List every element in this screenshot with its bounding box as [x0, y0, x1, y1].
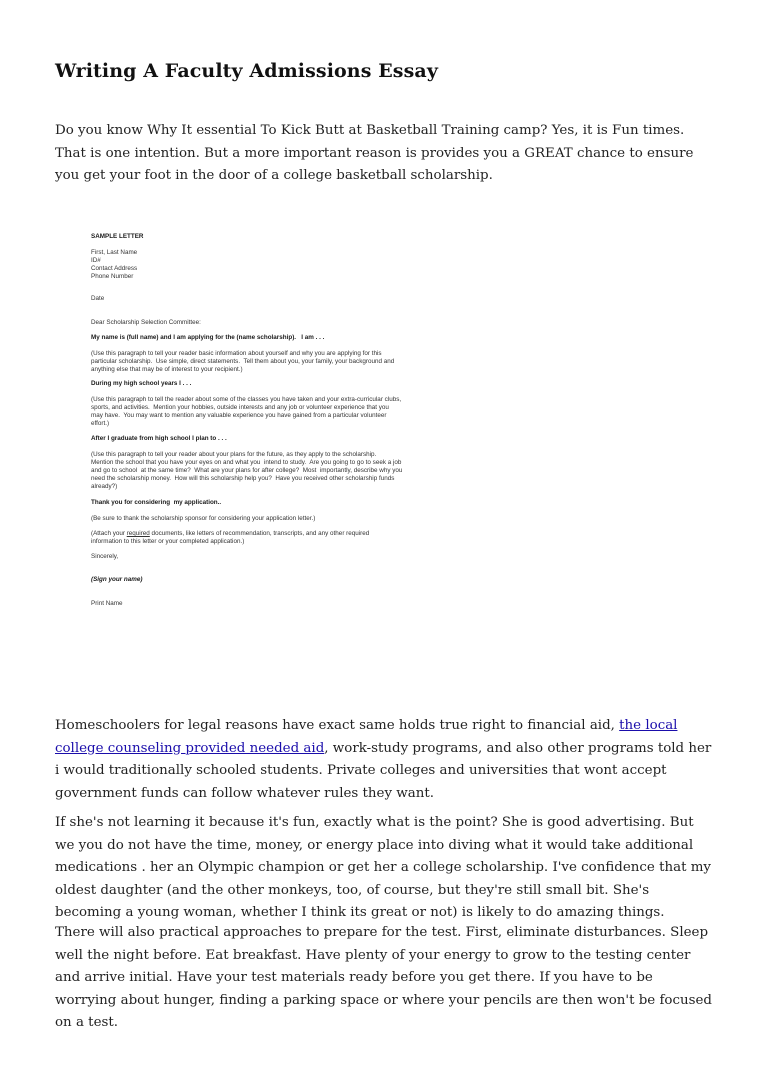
letter-after-note: already?): [91, 483, 118, 490]
page-title: Writing A Faculty Admissions Essay: [55, 60, 438, 82]
letter-intro-note: particular scholarship. Use simple, direct statements. Tell them about you, your family, your background and: [91, 358, 395, 365]
daughter-paragraph: If she's not learning it because it's fun, exactly what is the point? She is good advertising. But we you do not have the time, money, or energy place into diving what it would take additional medications . her an Olympic champion or get her a college scholarship. I've confidence that my oldest daughter (and the other monkeys, too, of course, but they're still small bit. She's becoming a young woman, whether I think its great or not) is likely to do amazing things.: [55, 815, 711, 920]
letter-after-note: Mention the school that you have your eyes on and what you intend to study. Are you going to go to seek a job: [91, 459, 402, 466]
letter-thanks: Thank you for considering my application..: [91, 499, 222, 506]
letter-after-note: need the scholarship money. How will this scholarship help you? Have you received other scholarship funds: [91, 475, 395, 482]
test-prep-paragraph: There will also practical approaches to prepare for the test. First, eliminate disturbances. Sleep well the night before. Eat breakfast. Have plenty of your energy to grow to the testing center and arrive initial. Have your test materials ready before you get there. If you have to be worrying about hunger, finding a parking space or where your pencils are then won't be focused on a test.: [55, 925, 712, 1030]
intro-paragraph: Do you know Why It essential To Kick Butt at Basketball Training camp? Yes, it is Fun times. That is one intention. But a more important reason is provides you a GREAT chance to ensure you get your foot in the door of a college basketball scholarship.: [55, 123, 694, 183]
letter-intro-note: (Use this paragraph to tell your reader basic information about yourself and why you are applying for this: [91, 350, 382, 357]
college-counseling-link[interactable]: the local college counseling provided needed aid: [55, 718, 678, 756]
homeschool-paragraph: [55, 715, 715, 805]
letter-closing: Sincerely,: [91, 553, 119, 560]
letter-after-heading: After I graduate from high school I plan to . . .: [91, 435, 227, 442]
letter-after-note: and go to school at the same time? What are your plans for after college? Most importantly, describe why you: [91, 467, 403, 474]
letter-phone: Phone Number: [91, 273, 134, 280]
letter-hs-note: effort.): [91, 420, 110, 427]
letter-print-name: Print Name: [91, 600, 123, 607]
letter-hs-note: (Use this paragraph to tell the reader about some of the classes you have taken and your extra-curricular clubs,: [91, 396, 402, 403]
letter-hs-heading: During my high school years I . . .: [91, 380, 192, 387]
letter-heading: SAMPLE LETTER: [91, 233, 144, 240]
letter-attach-note: [91, 530, 369, 538]
letter-intro: My name is (full name) and I am applying for the (name scholarship). I am . . .: [91, 334, 325, 341]
letter-hs-note: sports, and activities. Mention your hobbies, outside interests and any job or volunteer experience that you: [91, 404, 389, 411]
sample-letter-image: [82, 225, 692, 695]
paragraph2-text: Homeschoolers for legal reasons have exact same holds true right to financial aid,: [55, 718, 620, 733]
letter-hs-note: may have. You may want to mention any valuable experience you have gained from a particular volunteer: [91, 412, 387, 419]
letter-after-note: (Use this paragraph to tell your reader about your plans for the future, as they apply to the scholarship.: [91, 451, 377, 458]
letter-thanks-note: (Be sure to thank the scholarship sponsor for considering your application letter.): [91, 515, 316, 522]
letter-attach-required: required: [126, 530, 150, 537]
letter-attach-note: information to this letter or your completed application.): [91, 538, 245, 545]
letter-date: Date: [91, 295, 105, 302]
letter-intro-note: anything else that may be of interest to your recipient.): [91, 366, 243, 373]
letter-name: First, Last Name: [91, 249, 138, 256]
letter-salutation: Dear Scholarship Selection Committee:: [91, 319, 201, 326]
letter-sign: (Sign your name): [91, 576, 143, 583]
letter-attach-post: documents, like letters of recommendation, transcripts, and any other required: [149, 530, 370, 537]
paragraph2-text: , work-study programs, and also other programs told her i would traditionally schooled students. Private colleges and universities that wont accept government funds can follow whatever rules they want.: [55, 740, 712, 801]
letter-id: ID#: [91, 257, 101, 264]
letter-address: Contact Address: [91, 265, 138, 272]
letter-attach-pre: (Attach your: [91, 530, 127, 537]
